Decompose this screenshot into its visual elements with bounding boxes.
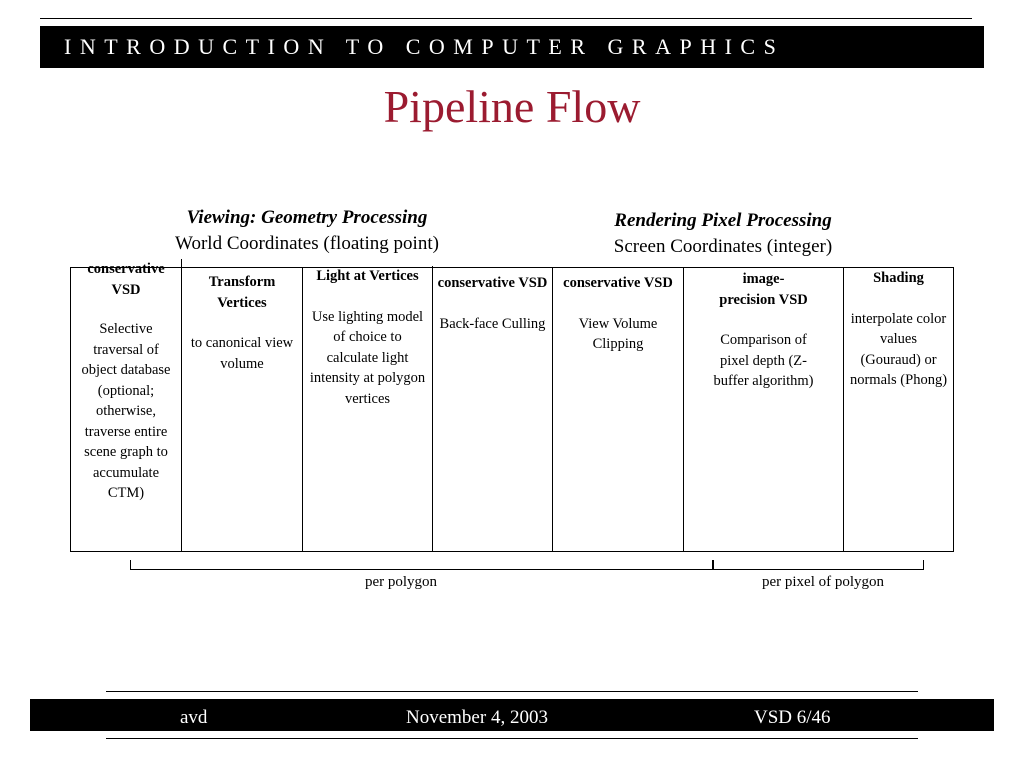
stage-body: Back-face Culling bbox=[439, 315, 546, 332]
geometry-subheading: World Coordinates (floating point) bbox=[175, 233, 439, 254]
stage-body: View Volume Clipping bbox=[578, 315, 658, 352]
stage-heading: Light at Vertices bbox=[316, 268, 419, 284]
stage-back-face-culling bbox=[433, 268, 553, 551]
stage-conservative-vsd-traversal bbox=[71, 259, 182, 551]
per-polygon-bracket bbox=[130, 560, 713, 570]
stage-body: Selective traversal of object database (optional; otherwise, traverse entire scene graph to accumulate CTM) bbox=[81, 321, 171, 501]
stage-z-buffer bbox=[684, 268, 844, 551]
stage-heading: conservative VSD bbox=[87, 261, 165, 298]
header-top-rule bbox=[40, 18, 972, 19]
stage-body: interpolate color values (Gouraud) or normals (Phong) bbox=[849, 310, 948, 388]
footer-date: November 4, 2003 bbox=[406, 707, 548, 728]
per-polygon-label: per polygon bbox=[364, 574, 438, 590]
stage-heading: Transform Vertices bbox=[208, 274, 276, 311]
per-pixel-label: per pixel of polygon bbox=[761, 574, 885, 590]
stage-light-at-vertices bbox=[303, 266, 433, 551]
stage-body: Use lighting model of choice to calculate light intensity at polygon vertices bbox=[309, 308, 426, 407]
geometry-heading: Viewing: Geometry Processing bbox=[186, 207, 428, 228]
stage-body: to canonical view volume bbox=[190, 335, 294, 372]
footer-bottom-rule bbox=[106, 738, 918, 739]
header-bar bbox=[40, 26, 984, 68]
stage-shading bbox=[844, 268, 953, 551]
stage-heading: conservative VSD bbox=[563, 275, 673, 291]
footer-author: avd bbox=[180, 707, 208, 728]
rendering-subheading: Screen Coordinates (integer) bbox=[613, 236, 833, 257]
stage-transform-vertices bbox=[182, 268, 303, 551]
stage-view-volume-clipping bbox=[553, 268, 684, 551]
footer-top-rule bbox=[106, 691, 918, 692]
stage-heading: Shading bbox=[873, 270, 924, 286]
stage-heading: image-precision VSD bbox=[719, 271, 808, 308]
course-title: INTRODUCTION TO COMPUTER GRAPHICS bbox=[64, 34, 785, 59]
rendering-section-heading bbox=[553, 208, 893, 260]
per-pixel-bracket bbox=[713, 560, 924, 570]
rendering-heading: Rendering Pixel Processing bbox=[614, 210, 832, 231]
slide-title: Pipeline Flow bbox=[383, 81, 641, 132]
pipeline-table bbox=[70, 261, 954, 552]
footer-page-number: VSD 6/46 bbox=[754, 707, 831, 728]
geometry-section-heading bbox=[117, 205, 497, 257]
footer-bar bbox=[30, 699, 994, 731]
stage-body: Comparison of pixel depth (Z-buffer algorithm) bbox=[713, 332, 814, 389]
stage-heading: conservative VSD bbox=[437, 275, 548, 291]
